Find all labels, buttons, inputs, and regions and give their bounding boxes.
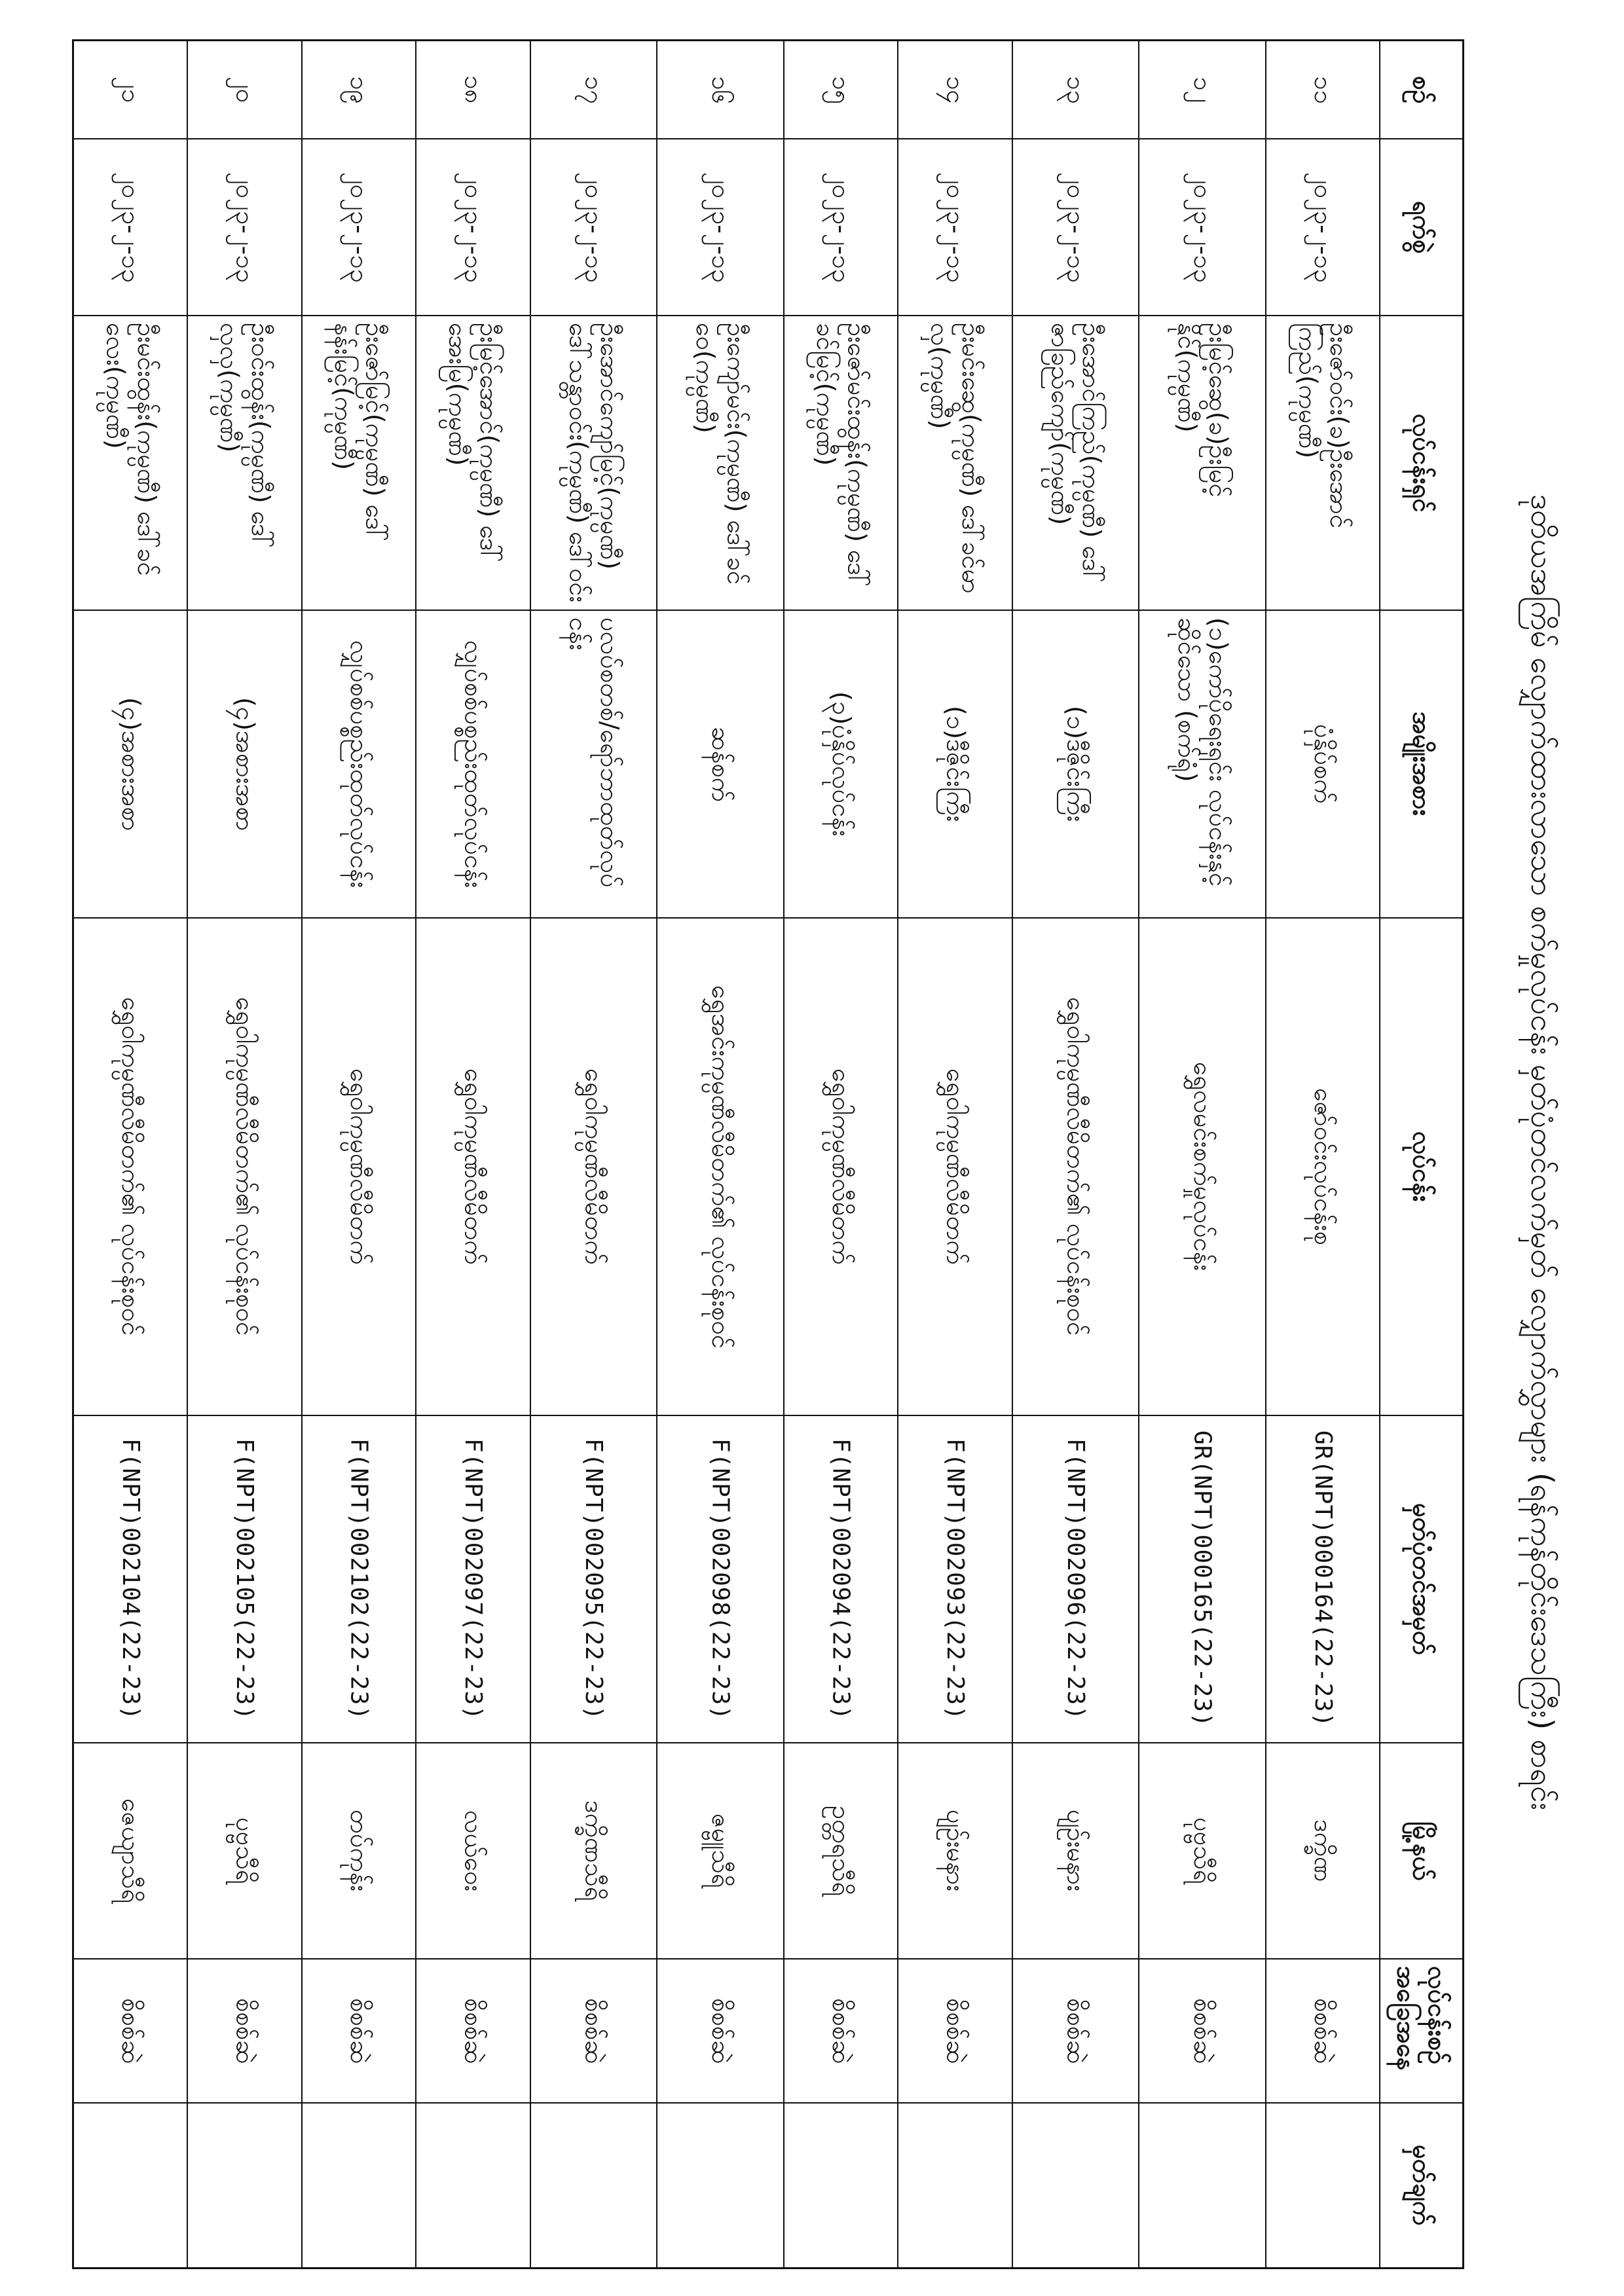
table-row [74, 41, 187, 2267]
row-status: စိစစ်ဆဲ [303, 1959, 415, 2104]
row-type: လျှပ်စစ်ပစ္စည်းထုတ်လုပ်ငန်း [416, 611, 529, 919]
row-date: ၂၀၂၃-၂-၁၃ [416, 139, 529, 316]
row-township: တပ်ကုန်း [303, 1743, 415, 1959]
row-status: စိစစ်ဆဲ [74, 1959, 187, 2104]
row-remark [303, 2104, 415, 2267]
row-no: ၁၉ [303, 41, 415, 139]
row-applicant: ဦးအောင်ကြည်(ကုမ္ပဏီ) ဒေါ်ဇာခြည်ကျော်(ကုမ္ပဏီ) [1013, 316, 1139, 611]
row-type: (၁)ကော်ပိုရေးရှင်း လုပ်ငန်းနှင့်ဆိုင်သော (စက်ရုံ) [1139, 611, 1265, 919]
row-no: ၁၈ [416, 41, 529, 139]
row-company: ရွှေလမင်းစက်မှုလုပ်ငန်း [1139, 919, 1265, 1416]
header-township: မြို့နယ် [1380, 1743, 1462, 1959]
row-township: ပုဗ္ဗသီရိ [188, 1743, 301, 1959]
row-township: ဇမ္ဗူသီရိ [657, 1743, 783, 1959]
row-company: ရွှေဝါကုမ္ပဏီလီမိတက်၏ လုပ်ငန်းစုဝင် [74, 919, 187, 1416]
row-date: ၂၀၂၃-၂-၁၃ [303, 139, 415, 316]
row-remark [74, 2104, 187, 2267]
row-applicant: ဦးဇော်မြင့်(ကုမ္ပဏီ) ဒေါ်နန်းမြင့်(ကုမ္ပဏီ) [303, 316, 415, 611]
row-ref: F(NPT)002097(22-23) [416, 1416, 529, 1743]
row-no: ၁၆ [657, 41, 783, 139]
table-row [1138, 41, 1265, 2267]
row-type: (၁)ဒီဇိုင်းကြီး [1013, 611, 1139, 919]
row-status: စိစစ်ဆဲ [657, 1959, 783, 2104]
row-type: ဆန်စက် [657, 611, 783, 919]
row-remark [657, 2104, 783, 2267]
row-company: ရွှေဝါကုမ္ပဏီလီမိတက်၏ လုပ်ငန်းစုဝင် [188, 919, 301, 1416]
row-ref: F(NPT)002105(22-23) [188, 1416, 301, 1743]
row-township: ပျဉ်းမနား [1013, 1743, 1139, 1959]
header-remark: မှတ်ချက် [1407, 2145, 1437, 2226]
row-company: ရွှေအင်းကုမ္ပဏီလီမိတက်၏ လုပ်ငန်းစုဝင် [657, 919, 783, 1416]
row-ref: F(NPT)002094(22-23) [784, 1416, 897, 1743]
row-ref: F(NPT)002096(22-23) [1013, 1416, 1139, 1743]
row-type: လျှပ်စစ်ပစ္စည်းထုတ်လုပ်ငန်း [303, 611, 415, 919]
row-ref: GR(NPT)000165(22-23) [1139, 1416, 1265, 1743]
row-date: ၂၀၂၃-၂-၁၃ [1013, 139, 1139, 316]
row-no: ၁၅ [784, 41, 897, 139]
row-applicant: ဦးဝင်းထွန်း(ကုမ္ပဏီ) ဒေါ်လှလှ(ကုမ္ပဏီ) [188, 316, 301, 611]
table-row [897, 41, 1011, 2267]
header-no: စဉ် [1380, 41, 1462, 139]
row-remark [784, 2104, 897, 2267]
row-date: ၂၀၂၃-၂-၁၃ [784, 139, 897, 316]
row-no: ၁၃ [1013, 41, 1139, 139]
row-status: စိစစ်ဆဲ [784, 1959, 897, 2104]
row-company: ရွှေဝါကုမ္ပဏီလီမိတက် [784, 919, 897, 1416]
table-row [187, 41, 301, 2267]
row-remark [1013, 2104, 1139, 2267]
row-type: ပုံနှိပ်စက် [1266, 611, 1379, 919]
row-date: ၂၀၂၃-၂-၁၃ [898, 139, 1011, 316]
row-remark [1139, 2104, 1265, 2267]
row-remark [898, 2104, 1011, 2267]
header-applicant: လုပ်ငန်းရှင် [1380, 316, 1462, 611]
row-status: စိစစ်ဆဲ [416, 1959, 529, 2104]
table-row [783, 41, 897, 2267]
table-row [1265, 41, 1379, 2267]
table-row [656, 41, 783, 2267]
row-township: လယ်ဝေး [416, 1743, 529, 1959]
row-no: ၁၇ [531, 41, 657, 139]
row-applicant: ဦးမြင့်အောင်(ကုမ္ပဏီ) ဒေါ်အေးမြ(ကုမ္ပဏီ) [416, 316, 529, 611]
row-township: ဒက္ခိဏ [1266, 1743, 1379, 1959]
row-date: ၂၀၂၃-၂-၁၃ [1266, 139, 1379, 316]
row-company: ရွှေဝါကုမ္ပဏီလီမိတက်၏ လုပ်ငန်းစုဝင် [1013, 919, 1139, 1416]
table-row [415, 41, 529, 2267]
row-no: ၁၁ [1266, 41, 1379, 139]
row-applicant: ဦးမြင့်ဆွေ(ခ)ဦးမြင့်နိုင်(ကုမ္ပဏီ) [1139, 316, 1265, 611]
row-ref: F(NPT)002095(22-23) [531, 1416, 657, 1743]
header-ref: မှတ်ပုံတင်အမှတ် [1380, 1416, 1462, 1743]
row-ref: F(NPT)002093(22-23) [898, 1416, 1011, 1743]
row-type: (၃)ပုံနှိပ်လုပ်ငန်း [784, 611, 897, 919]
row-date: ၂၀၂၃-၂-၁၃ [657, 139, 783, 316]
row-applicant: ဦးဇော်ဝင်း(ခ)ဦးအောင်ကြည်(ကုမ္ပဏီ) [1266, 316, 1379, 611]
row-no: ၂၀ [188, 41, 301, 139]
row-type: ပလပ်စတစ်/ရော်ဘာထုတ်လုပ်ငန်း [531, 611, 657, 919]
row-type: (၄)အစားအစာ [188, 611, 301, 919]
row-company: ရွှေဝါကုမ္ပဏီလီမိတက် [416, 919, 529, 1416]
row-company: ဇော်ဝင်းလုပ်ငန်းစု [1266, 919, 1379, 1416]
row-ref: F(NPT)002102(22-23) [303, 1416, 415, 1743]
header-column [1379, 41, 1462, 2267]
row-status: စိစစ်ဆဲ [1013, 1959, 1139, 2104]
row-status: စိစစ်ဆဲ [1139, 1959, 1265, 2104]
row-applicant: ဦးမင်းဆွေ(ကုမ္ပဏီ) ဒေါ်ခင်မာလှ(ကုမ္ပဏီ) [898, 316, 1011, 611]
row-date: ၂၀၂၃-၂-၁၃ [1139, 139, 1265, 316]
application-table [72, 39, 1464, 2269]
header-date: ရက်စွဲ [1380, 139, 1462, 316]
row-applicant: ဦးအောင်ကျော်မြင့်(ကုမ္ပဏီ) ဒေါ်သန္တာဝင်း(ကုမ္ပဏီ) ဒေါ်ဝင်း [531, 316, 657, 611]
row-status: စိစစ်ဆဲ [531, 1959, 657, 2104]
row-township: ဇေယျာသီရိ [74, 1743, 187, 1959]
row-status: စိစစ်ဆဲ [188, 1959, 301, 2104]
row-applicant: ဦးမင်းထွန်း(ကုမ္ပဏီ) ဒေါ်ခင်လေး(ကုမ္ပဏီ) [74, 316, 187, 611]
row-remark [1266, 2104, 1379, 2267]
row-company: ရွှေဝါကုမ္ပဏီလီမိတက် [898, 919, 1011, 1416]
row-status: စိစစ်ဆဲ [1266, 1959, 1379, 2104]
page-title: ဒုတိယအကြိမ် လျှောက်ထားလာသော စက်မှုလုပ်ငန်း မှတ်ပုံတင်လက်မှတ် လျှောက်လွှာများ (ရန်ကုန်တိုင်းဒေသကြီး) စာရင်း [1524, 494, 1560, 1811]
row-ref: F(NPT)002098(22-23) [657, 1416, 783, 1743]
row-township: ပျဉ်းမနား [898, 1743, 1011, 1959]
row-remark [531, 2104, 657, 2267]
table-row [301, 41, 415, 2267]
row-remark [188, 2104, 301, 2267]
row-no: ၁၄ [898, 41, 1011, 139]
row-no: ၁၂ [1139, 41, 1265, 139]
row-applicant: ဦးဇော်မင်းထွန်း(ကုမ္ပဏီ) ဒေါ်ခင်မြင့်(ကုမ္ပဏီ) [784, 316, 897, 611]
row-township: ဥတ္တရသီရိ [784, 1743, 897, 1959]
table-row [1012, 41, 1139, 2267]
row-date: ၂၀၂၃-၂-၁၃ [531, 139, 657, 316]
header-type: အမျိုးအစား [1380, 611, 1462, 919]
row-remark [416, 2104, 529, 2267]
table-row [530, 41, 657, 2267]
header-status: လုပ်ငန်းစဉ် အခြေအနေ [1380, 1959, 1462, 2104]
row-status: စိစစ်ဆဲ [898, 1959, 1011, 2104]
row-date: ၂၀၂၃-၂-၁၃ [188, 139, 301, 316]
row-type: (၄)အစားအစာ [74, 611, 187, 919]
row-date: ၂၀၂၃-၂-၁၃ [74, 139, 187, 316]
row-ref: F(NPT)002104(22-23) [74, 1416, 187, 1743]
row-township: ဒက္ခိဏသီရိ [531, 1743, 657, 1959]
row-company: ရွှေဝါကုမ္ပဏီလီမိတက် [303, 919, 415, 1416]
row-township: ပုဗ္ဗသီရိ [1139, 1743, 1265, 1959]
row-applicant: ဦးကျော်မင်း(ကုမ္ပဏီ) ဒေါ်ခင်ဝေ(ကုမ္ပဏီ) [657, 316, 783, 611]
header-company: လုပ်ငန်း [1380, 919, 1462, 1416]
row-type: (၁)ဒီဇိုင်းကြီး [898, 611, 1011, 919]
row-company: ရွှေဝါကုမ္ပဏီလီမိတက် [531, 919, 657, 1416]
row-no: ၂၁ [74, 41, 187, 139]
row-ref: GR(NPT)000164(22-23) [1266, 1416, 1379, 1743]
